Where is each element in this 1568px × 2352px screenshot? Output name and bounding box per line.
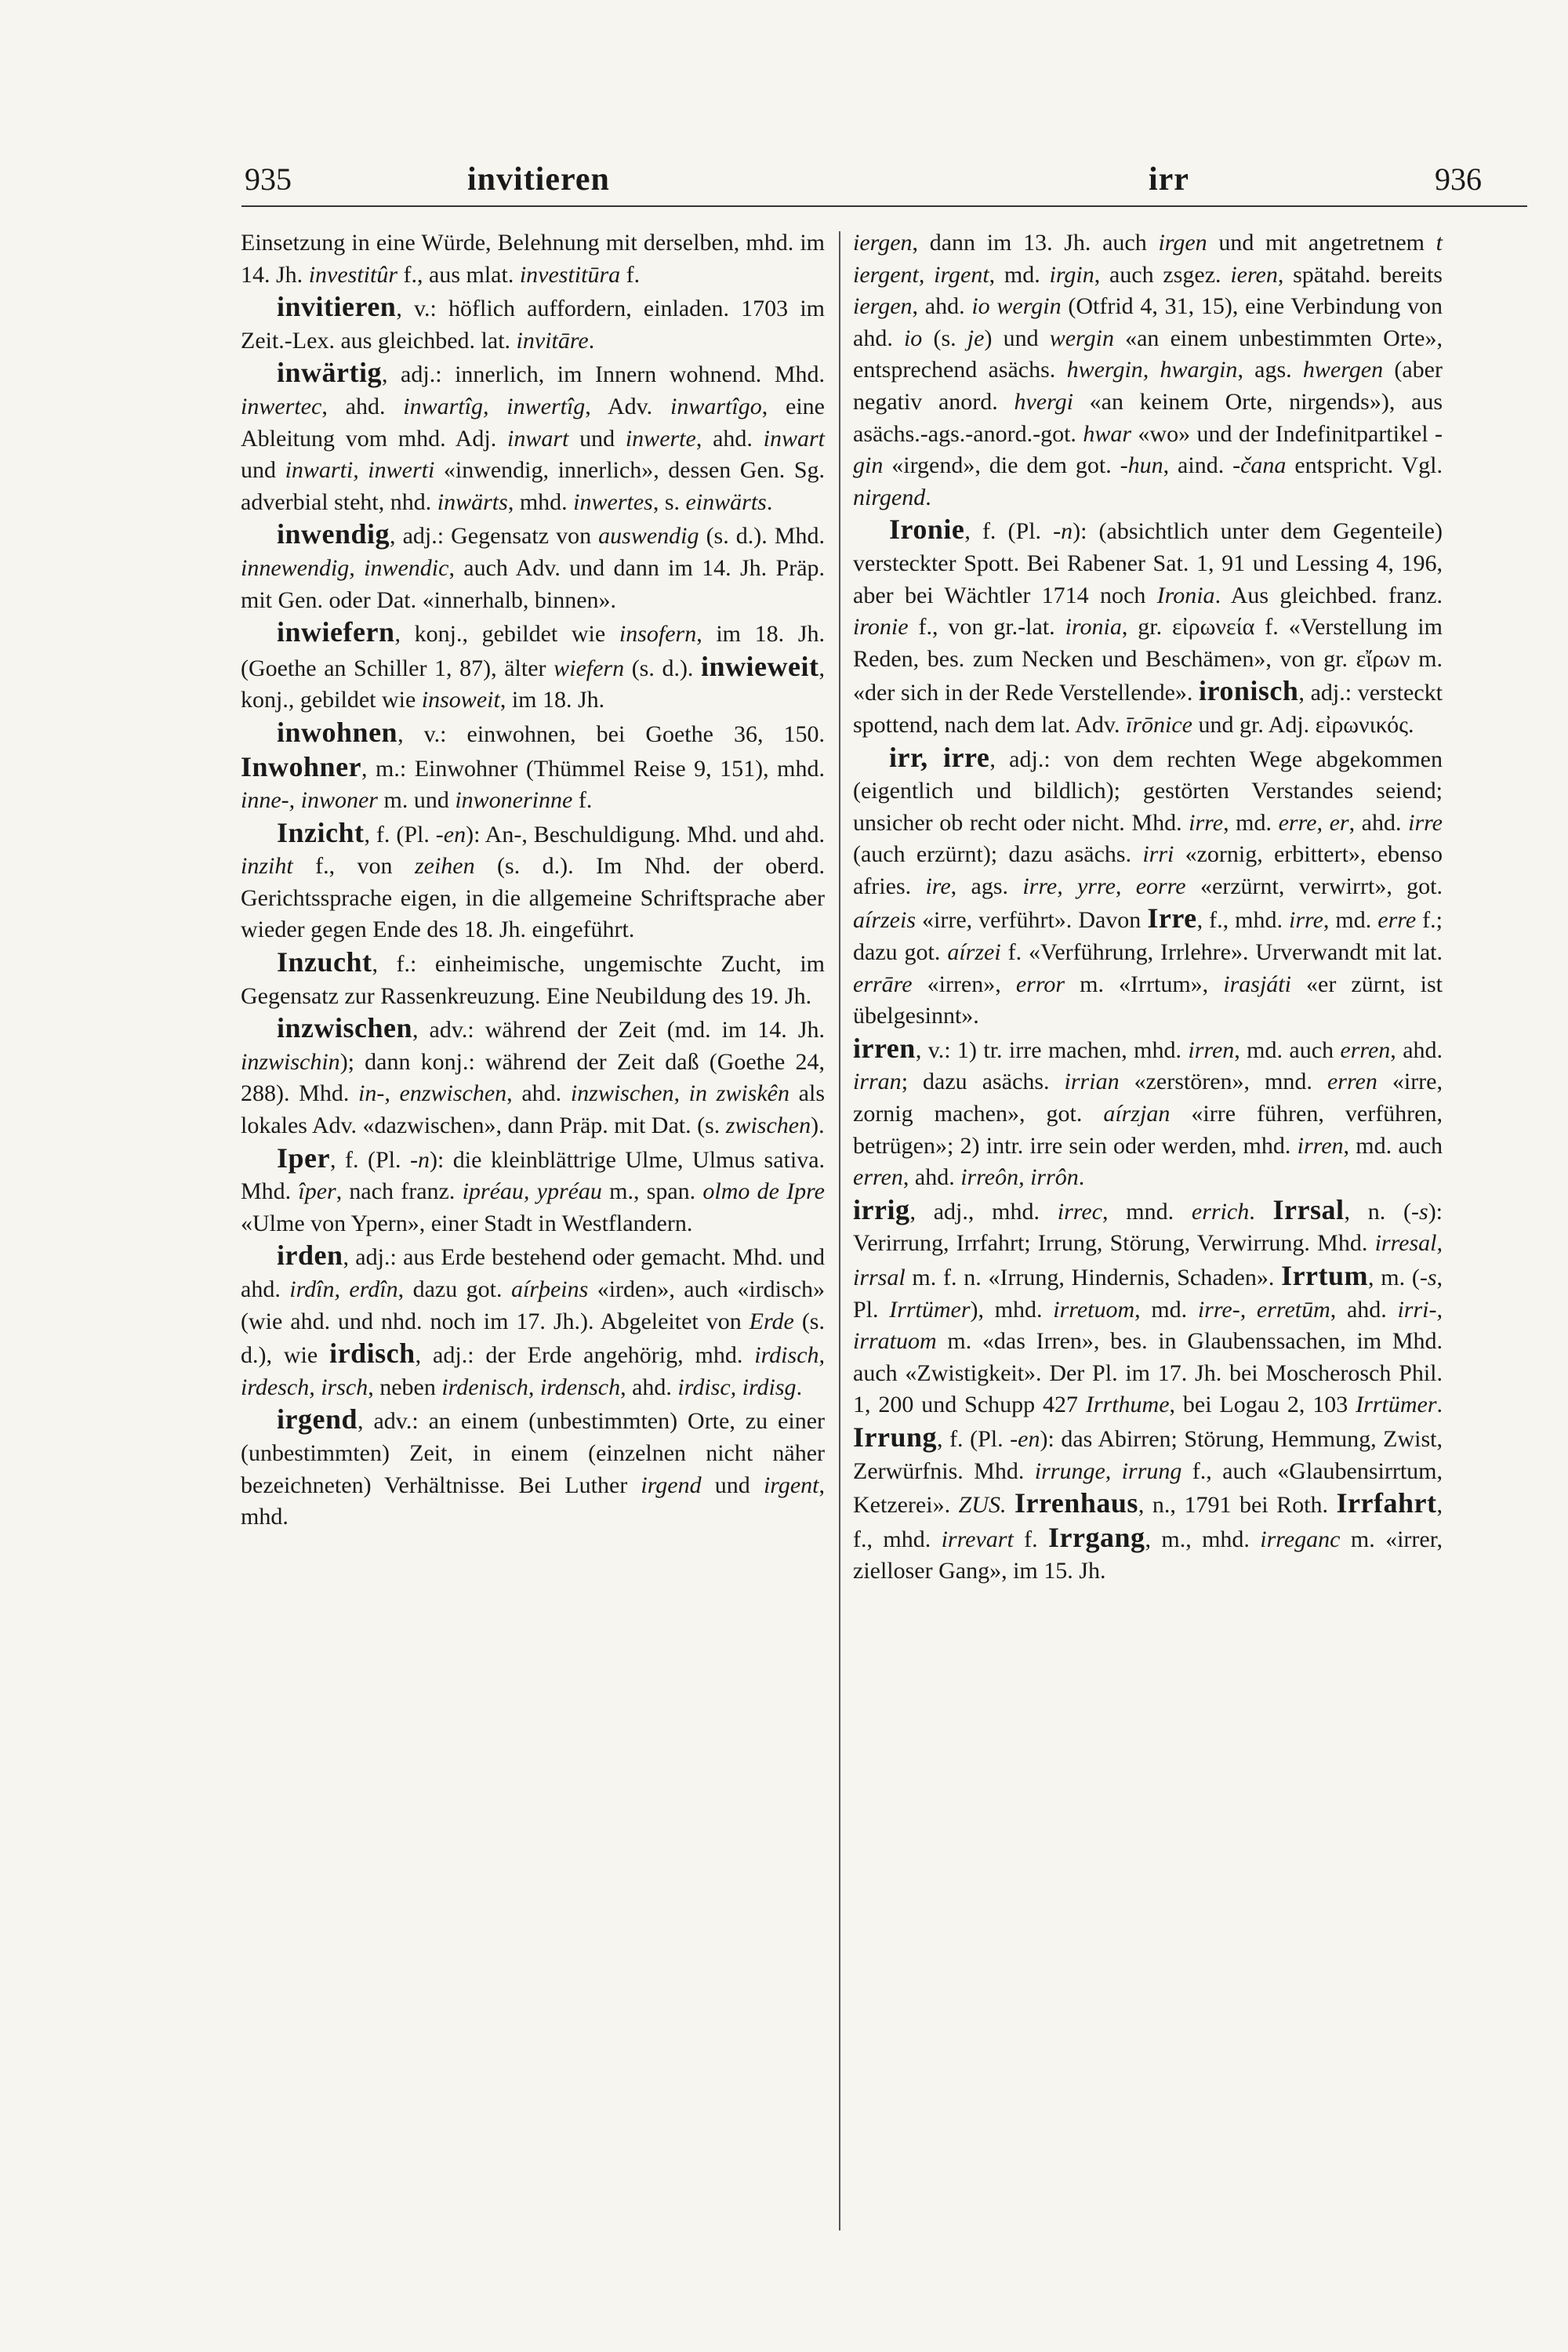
entry-text: , adj.: innerlich, im Innern wohnend. Mhd.: [382, 361, 825, 388]
italic-term: -s: [1411, 1198, 1428, 1225]
entry-text: , f., mhd.: [853, 1492, 1443, 1552]
italic-term: wergin: [1049, 325, 1114, 351]
entry-text: f., aus mlat.: [397, 261, 520, 288]
entry-text: m. und: [377, 787, 456, 814]
entry-text: , ahd.: [1330, 1296, 1398, 1323]
entry-text: , adj.: Gegensatz von: [390, 523, 599, 550]
entry-text: , m.: Einwohner (Thümmel Reise 9, 151), mhd.: [361, 755, 825, 782]
entry-text: , adj., mhd.: [909, 1198, 1058, 1225]
entry-text: , adj.: der Erde angehörig, mhd.: [415, 1342, 755, 1369]
italic-term: irdisc, irdisg: [677, 1374, 797, 1400]
right-page-number: 936: [1435, 162, 1482, 197]
entry-text: [1006, 1492, 1014, 1518]
entry-text: , n. (: [1344, 1198, 1412, 1225]
italic-term: hvergi: [1014, 388, 1073, 415]
entry-text: .: [588, 327, 595, 354]
entry-text: «Ulme von Ypern», einer Stadt in Westflandern.: [241, 1210, 693, 1236]
headword: irdisch: [329, 1338, 416, 1370]
italic-term: irgen: [1158, 230, 1207, 256]
italic-term: inwart: [506, 425, 569, 452]
entry-text: , im 18. Jh.: [499, 687, 605, 713]
entry-text: m. «das Irren», bes. in Glaubenssachen, im Mhd. auch «Zwistigkeit». Der Pl. im 17. Jh. bei Moscherosch Phil. 1, 200 und Schupp 427: [853, 1328, 1443, 1418]
italic-term: -s: [1419, 1265, 1437, 1290]
italic-term: hwar: [1083, 420, 1132, 447]
entry-text: (auch erzürnt); dazu asächs.: [853, 841, 1143, 868]
headword: Iper: [277, 1142, 330, 1174]
entry-text: «an keinem Orte, nirgends»), aus asächs.-ags.-anord.-got.: [853, 388, 1443, 447]
italic-term: irran: [853, 1069, 902, 1095]
entry-text: und: [568, 425, 626, 452]
headword: Irre: [1147, 902, 1197, 935]
left-column: [241, 227, 825, 1534]
entry-text: und mit angetretnem: [1207, 230, 1436, 256]
italic-term: irgent: [763, 1472, 819, 1498]
italic-term: inzwischin: [241, 1048, 340, 1075]
italic-term: olmo de Ipre: [702, 1178, 825, 1205]
headword: Irrsal: [1272, 1193, 1345, 1225]
italic-term: irreganc: [1260, 1526, 1341, 1552]
headword: irrig: [853, 1193, 910, 1225]
entry-text: (s. d.), wie: [241, 1308, 825, 1369]
dictionary-entry: [241, 1403, 825, 1533]
entry-text: , adv.: während der Zeit (md. im 14. Jh.: [412, 1017, 825, 1044]
italic-term: irrevart: [941, 1526, 1014, 1552]
italic-term: zeihen: [414, 853, 475, 880]
italic-term: inwertec: [241, 393, 322, 419]
headword: Inwohner: [241, 750, 362, 782]
italic-term: inwertes: [573, 488, 653, 515]
headword: irr, irre: [889, 741, 990, 773]
entry-text: (Otfrid 4, 31, 15), eine Verbindung von ahd.: [853, 293, 1443, 351]
italic-term: irdîn, erdîn: [289, 1276, 398, 1302]
italic-term: irren: [1297, 1132, 1344, 1159]
dictionary-entry: [853, 1194, 1443, 1588]
italic-term: hwergen: [1302, 357, 1384, 383]
entry-text: , v.: 1) tr. irre machen, mhd.: [915, 1036, 1189, 1063]
entry-text: f.: [1013, 1526, 1049, 1552]
italic-term: zwischen: [725, 1112, 811, 1139]
entry-text: f.: [620, 261, 641, 288]
entry-text: (s. d.). Mhd.: [699, 523, 825, 550]
entry-text: , nach franz.: [336, 1178, 463, 1205]
entry-text: , bei Logau 2, 103: [1169, 1392, 1356, 1418]
italic-term: ironia: [1065, 614, 1122, 641]
entry-text: , aind.: [1163, 452, 1233, 479]
dictionary-entry: [241, 717, 825, 817]
italic-term: -n: [409, 1146, 430, 1173]
italic-term: inzwischen, in zwiskên: [570, 1080, 789, 1107]
italic-term: aírþeins: [510, 1276, 589, 1302]
headword: Irrung: [853, 1421, 938, 1453]
entry-text: , f.: einheimische, ungemischte Zucht, im Gegensatz zur Rassenkreuzung. Eine Neubildung des 19. Jh.: [241, 951, 825, 1009]
entry-text: , n., 1791 bei Roth.: [1138, 1492, 1337, 1519]
italic-term: nirgend: [853, 484, 926, 510]
dictionary-entry: [241, 1142, 825, 1240]
italic-term: insofern: [619, 621, 697, 648]
entry-text: «irden», auch «irdisch» (wie ahd. und nhd. noch im 17. Jh.). Abgeleitet von: [241, 1276, 826, 1334]
entry-text: (aber negativ anord.: [853, 357, 1443, 415]
italic-term: irre: [1289, 907, 1323, 934]
italic-term: irri: [1142, 841, 1174, 868]
italic-term: Irrtümer: [1356, 1392, 1437, 1418]
entry-text: , ahd.: [1348, 809, 1409, 836]
dictionary-entry: [241, 518, 825, 616]
entry-text: «an einem unbestimmten Orte», entsprechend asächs.: [853, 325, 1443, 383]
italic-term: -n: [1053, 518, 1073, 545]
entry-text: , v.: höflich auffordern, einladen. 1703 im Zeit.-Lex. aus gleichbed. lat.: [241, 296, 825, 354]
entry-text: als lokales Adv. «dazwischen», dann Präp. mit Dat. (s.: [241, 1080, 825, 1139]
entry-text: , m., mhd.: [1145, 1526, 1261, 1552]
entry-text: f.; dazu got.: [853, 907, 1443, 966]
entry-text: und gr. Adj. εἰρωνικός.: [1192, 711, 1414, 738]
entry-text: , v.: einwohnen, bei Goethe 36, 150.: [397, 720, 825, 747]
dictionary-entry: [241, 817, 825, 946]
entry-text: «irre, verführt». Davon: [916, 907, 1148, 934]
italic-term: irrunge, irrung: [1034, 1457, 1182, 1484]
dictionary-entry: [241, 357, 825, 518]
italic-term: investitūra: [519, 261, 621, 288]
headword: ironisch: [1199, 675, 1299, 707]
headword: inwiefern: [277, 616, 395, 648]
italic-term: invitāre: [516, 327, 589, 354]
italic-term: Irrthume: [1085, 1392, 1170, 1418]
italic-term: Ironia: [1156, 582, 1215, 608]
italic-term: irren: [1188, 1036, 1235, 1063]
entry-text: «inwendig, innerlich», dessen Gen. Sg. adverbial steht, nhd.: [241, 457, 826, 515]
entry-text: , ags.: [1237, 357, 1303, 383]
italic-term: t iergent, irgent: [853, 230, 1443, 288]
entry-text: , ahd.: [902, 1164, 961, 1191]
entry-text: «irre, zornig machen», got.: [853, 1069, 1443, 1127]
entry-text: .: [1249, 1198, 1273, 1225]
italic-term: Irrtümer: [889, 1296, 971, 1323]
italic-term: ironie: [853, 614, 909, 641]
entry-text: , md. auch: [1343, 1132, 1443, 1159]
entry-text: , f. (Pl.: [937, 1425, 1011, 1452]
column-divider: [839, 231, 840, 2230]
right-running-headword: irr: [1149, 162, 1189, 198]
entry-text: .: [796, 1374, 803, 1400]
entry-text: , m. (: [1368, 1265, 1420, 1290]
dictionary-entry: [853, 742, 1443, 1033]
entry-text: , ahd.: [912, 293, 972, 320]
headword: Irrenhaus: [1014, 1487, 1138, 1519]
entry-text: «irgend», die dem got.: [883, 452, 1120, 479]
entry-text: , md.: [1223, 809, 1279, 836]
italic-term: inziht: [241, 853, 293, 880]
entry-text: , f. (Pl.: [330, 1146, 410, 1173]
italic-term: innewendig, inwendic: [241, 554, 449, 581]
italic-term: irasjáti: [1223, 971, 1291, 997]
headword: Irrgang: [1048, 1521, 1145, 1553]
headword: inwendig: [277, 518, 390, 550]
entry-text: «erzürnt, verwirrt», got.: [1185, 873, 1443, 899]
entry-text: ; dazu asächs.: [901, 1069, 1065, 1095]
italic-term: irrian: [1064, 1069, 1120, 1095]
entry-text: , ahd.: [695, 425, 764, 452]
entry-text: f.: [572, 787, 593, 814]
entry-text: (s.: [922, 325, 967, 351]
italic-term: inwarti, inwerti: [285, 457, 435, 484]
entry-text: , f. (Pl.: [364, 821, 436, 848]
entry-text: ): (absichtlich unter dem Gegenteile) versteckter Spott. Bei Rabener Sat. 1, 91 und Lessing 4, 196, aber bei Wächtler 1714 noch: [853, 518, 1443, 608]
italic-term: inne-, inwoner: [241, 787, 378, 814]
italic-term: aírzei: [947, 939, 1001, 966]
entry-text: Einsetzung in eine Würde, Belehnung mit derselben, mhd. im 14. Jh.: [241, 230, 825, 288]
entry-text: , f. (Pl.: [964, 518, 1054, 545]
italic-term: in-, enzwischen: [358, 1080, 507, 1107]
italic-term: errich: [1191, 1198, 1250, 1225]
entry-text: , ahd.: [506, 1080, 571, 1107]
entry-text: , neben: [368, 1374, 442, 1400]
entry-text: , mnd.: [1102, 1198, 1192, 1225]
entry-text: f., von: [292, 853, 415, 880]
italic-term: irreôn, irrôn: [960, 1164, 1079, 1191]
entry-text: , im 18. Jh. (Goethe an Schiller 1, 87), älter: [241, 621, 825, 681]
italic-term: irdisch, irdesch, irsch: [241, 1342, 826, 1400]
entry-text: ): Verirrung, Irrfahrt; Irrung, Störung, Verwirrung. Mhd.: [853, 1198, 1443, 1257]
dictionary-entry: [241, 616, 825, 717]
italic-term: iergen: [853, 230, 913, 256]
entry-text: , adj.: von dem rechten Wege abgekommen (eigentlich und bildlich); gestörten Verstandes seiend; unsicher ob recht oder nicht. Mhd.: [853, 746, 1443, 836]
italic-term: irrec: [1057, 1198, 1102, 1225]
dictionary-entry: [241, 946, 825, 1012]
entry-text: , ags.: [950, 873, 1023, 899]
italic-term: -en: [435, 821, 466, 848]
entry-text: «zerstören», mnd.: [1119, 1069, 1327, 1095]
entry-text: ), mhd.: [970, 1296, 1054, 1323]
headword: invitieren: [277, 291, 397, 323]
headword: Inzicht: [277, 816, 365, 848]
italic-term: irre, yrre, eorre: [1022, 873, 1186, 899]
entry-text: , md.: [1323, 907, 1378, 934]
italic-term: erren: [1327, 1069, 1377, 1095]
entry-text: , adv.: an einem (unbestimmten) Orte, zu einer (unbestimmten) Zeit, in einem (einzelnen nicht näher bezeichneten) Verhältnisse. Bei Luther: [241, 1408, 825, 1498]
italic-term: inwerte: [625, 425, 696, 452]
entry-text: ): das Abirren; Störung, Hemmung, Zwist, Zerwürfnis. Mhd.: [853, 1425, 1443, 1484]
dictionary-entry: [853, 514, 1443, 741]
italic-term: irri-, irratuom: [853, 1296, 1443, 1355]
italic-term: irre-, erretūm: [1197, 1296, 1330, 1323]
italic-term: erren: [1340, 1036, 1391, 1063]
entry-text: , mhd.: [507, 488, 574, 515]
italic-term: -en: [1010, 1425, 1040, 1452]
italic-term: -hun: [1120, 452, 1163, 479]
italic-term: wiefern: [554, 655, 625, 681]
entry-text: , spätahd. bereits: [1277, 261, 1443, 288]
headword: Irrfahrt: [1336, 1487, 1437, 1519]
entry-text: und: [701, 1472, 764, 1498]
entry-text: , md.: [1134, 1296, 1198, 1323]
italic-term: irresal, irrsal: [853, 1230, 1443, 1290]
italic-term: hwergin, hwargin: [1066, 357, 1238, 383]
italic-term: irretuom: [1053, 1296, 1135, 1323]
left-running-headword: invitieren: [467, 162, 610, 198]
entry-text: «er zürnt, ist übelgesinnt».: [853, 971, 1443, 1029]
entry-text: f. «Verführung, Irrlehre». Urverwandt mit lat.: [1000, 939, 1443, 966]
italic-term: inwartîg, inwertîg: [403, 393, 586, 419]
italic-term: investitûr: [308, 261, 398, 288]
italic-term: ZUS.: [958, 1492, 1007, 1519]
italic-term: auswendig: [598, 523, 699, 550]
header-rule: [241, 205, 1527, 207]
entry-text: m. f. n. «Irrung, Hindernis, Schaden».: [905, 1265, 1282, 1290]
entry-text: .: [766, 488, 773, 515]
headword: Irrtum: [1281, 1260, 1369, 1291]
entry-text: , Adv.: [585, 393, 670, 419]
italic-term: irre: [1408, 809, 1443, 836]
entry-text: , dazu got.: [397, 1276, 511, 1302]
italic-term: error: [1015, 971, 1065, 997]
italic-term: erre: [1377, 907, 1417, 934]
italic-term: irdenisch, irdensch: [441, 1374, 621, 1400]
entry-text: , eine Ableitung vom mhd. Adj.: [241, 393, 825, 452]
dictionary-entry: [241, 291, 825, 357]
italic-term: īrōnice: [1126, 711, 1192, 738]
italic-term: inwonerinne: [455, 787, 573, 814]
dictionary-entry: [853, 227, 1443, 514]
italic-term: aírzeis: [853, 907, 916, 934]
headword: Inzucht: [277, 946, 372, 978]
headword: Ironie: [889, 514, 965, 546]
italic-term: -čana: [1232, 452, 1287, 479]
italic-term: aírzjan: [1103, 1101, 1171, 1127]
italic-term: inwart: [763, 425, 826, 452]
italic-term: erren: [853, 1164, 903, 1191]
entry-text: , konj., gebildet wie: [394, 621, 619, 648]
italic-term: iergen: [853, 293, 913, 320]
entry-text: «irren»,: [912, 971, 1016, 997]
entry-text: (s. d.). Im Nhd. der oberd. Gerichtssprache eigen, in die allgemeine Schriftsprache aber wieder gegen Ende des 18. Jh. eingeführt.: [241, 853, 825, 943]
italic-term: io wergin: [971, 293, 1062, 320]
headword: irgend: [277, 1403, 358, 1436]
entry-text: f., von gr.-lat.: [908, 614, 1065, 641]
entry-text: «irre führen, verführen, betrügen»; 2) intr. irre sein oder werden, mhd.: [853, 1101, 1443, 1159]
entry-text: , ahd.: [1390, 1036, 1443, 1063]
dictionary-entry: [241, 1012, 825, 1142]
entry-text: m. «Irrtum»,: [1065, 971, 1224, 997]
entry-text: , ahd.: [321, 393, 404, 419]
italic-term: irgin: [1049, 261, 1094, 288]
left-page-number: 935: [245, 162, 292, 197]
italic-term: inwartîgo: [670, 393, 762, 419]
page-header: [0, 161, 1568, 208]
italic-term: je: [967, 325, 985, 351]
entry-text: , dann im 13. Jh. auch: [912, 230, 1159, 256]
entry-text: und: [241, 457, 285, 484]
headword: inwieweit: [701, 650, 819, 682]
entry-text: , auch Adv. und dann im 14. Jh. Präp. mit Gen. oder Dat. «innerhalb, binnen».: [241, 554, 826, 613]
italic-term: erre, er: [1278, 809, 1349, 836]
italic-term: inwärts: [437, 488, 508, 515]
italic-term: ieren: [1230, 261, 1278, 288]
dictionary-entry: [241, 1240, 825, 1403]
entry-text: , adj.: versteckt spottend, nach dem lat. Adv.: [853, 680, 1443, 738]
entry-text: , mhd.: [241, 1472, 825, 1530]
entry-text: ): die kleinblättrige Ulme, Ulmus sativa. Mhd.: [241, 1146, 826, 1205]
headword: inwärtig: [277, 357, 382, 389]
entry-text: , Pl.: [853, 1265, 1443, 1323]
entry-text: ).: [811, 1112, 825, 1139]
italic-term: einwärts: [685, 488, 767, 515]
italic-term: errāre: [853, 971, 913, 997]
entry-text: ): An-, Beschuldigung. Mhd. und ahd.: [466, 821, 825, 848]
italic-term: irgend: [641, 1472, 702, 1498]
dictionary-entry: [853, 1033, 1443, 1194]
entry-text: , md.: [989, 261, 1050, 288]
entry-text: (s. d.).: [624, 655, 702, 681]
italic-term: îper: [298, 1178, 336, 1205]
entry-text: f., auch «Glaubensirrtum, Ketzerei».: [853, 1457, 1443, 1519]
italic-term: io: [903, 325, 923, 351]
entry-text: , gr. εἰρωνεία f. «Verstellung im Reden, bes. zum Necken und Beschämen», von gr. εἴρων m. «der sich in der Rede Verstellende».: [853, 614, 1443, 706]
entry-text: m. «irrer, zielloser Gang», im 15. Jh.: [853, 1526, 1443, 1584]
dictionary-entry: [241, 227, 825, 291]
italic-term: -gin: [853, 420, 1443, 479]
italic-term: ipréau, ypréau: [462, 1178, 602, 1205]
headword: inzwischen: [277, 1012, 413, 1044]
entry-text: entspricht. Vgl.: [1286, 452, 1443, 479]
right-column: [853, 227, 1443, 1588]
entry-text: , auch zsgez.: [1094, 261, 1231, 288]
entry-text: «wo» und der Indefinitpartikel: [1131, 420, 1435, 447]
italic-term: insoweit: [421, 687, 500, 713]
entry-text: , f., mhd.: [1196, 907, 1290, 934]
italic-term: ire: [925, 873, 951, 899]
entry-text: , ahd.: [620, 1374, 678, 1400]
entry-text: «zornig, erbittert», ebenso afries.: [853, 841, 1443, 899]
headword: irden: [277, 1240, 343, 1272]
entry-text: , s.: [652, 488, 686, 515]
headword: irren: [853, 1032, 916, 1064]
entry-text: , konj., gebildet wie: [241, 655, 825, 713]
entry-text: , adj.: aus Erde bestehend oder gemacht. Mhd. und ahd.: [241, 1244, 825, 1302]
entry-text: .: [1436, 1392, 1443, 1418]
entry-text: ); dann konj.: während der Zeit daß (Goethe 24, 288). Mhd.: [241, 1048, 825, 1107]
entry-text: ) und: [984, 325, 1050, 351]
entry-text: .: [925, 484, 931, 510]
headword: inwohnen: [277, 716, 398, 748]
entry-text: .: [1078, 1164, 1085, 1191]
italic-term: Erde: [749, 1308, 794, 1334]
entry-text: m., span.: [601, 1178, 703, 1205]
entry-text: . Aus gleichbed. franz.: [1214, 582, 1443, 608]
italic-term: irre: [1189, 809, 1224, 836]
entry-text: , md. auch: [1234, 1036, 1341, 1063]
